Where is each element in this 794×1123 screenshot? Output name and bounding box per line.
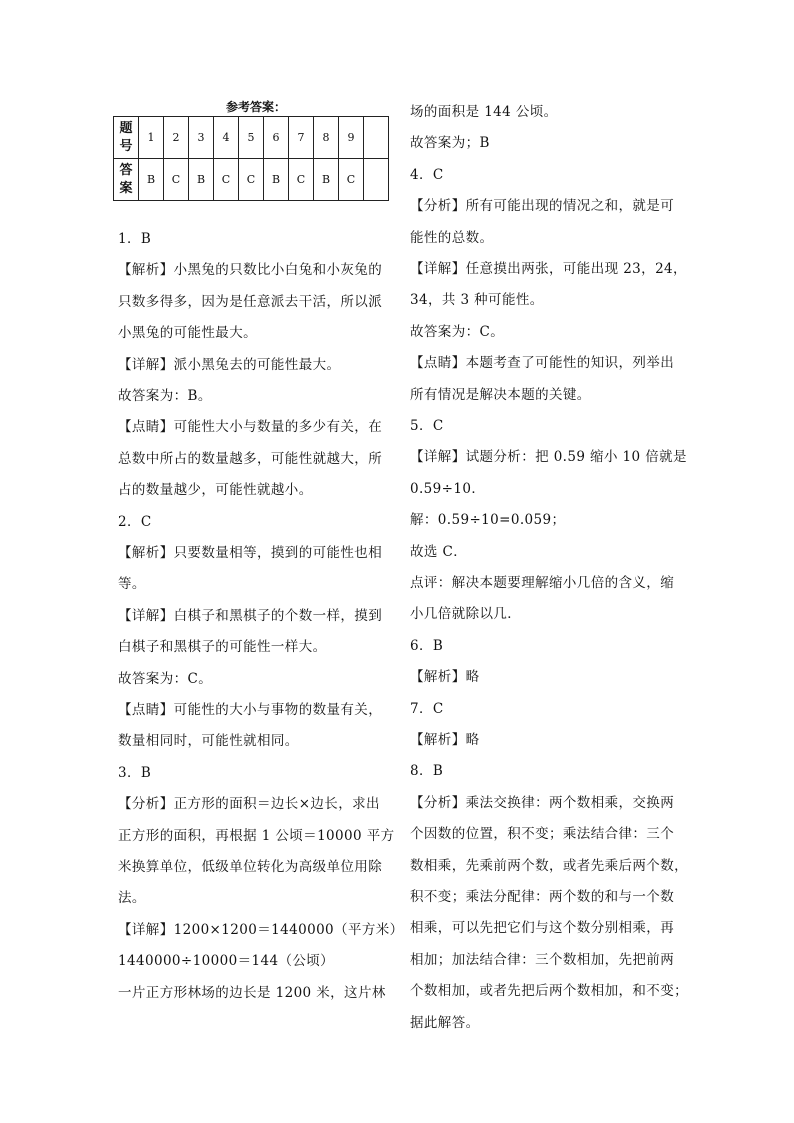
question-number-cell: 5 (239, 117, 264, 159)
text-line: 8．B (410, 763, 444, 780)
header-char: 答 (119, 162, 133, 178)
text-line: 个因数的位置，积不变；乘法结合律：三个 (410, 826, 675, 843)
text-line: 小几倍就除以几． (410, 606, 522, 623)
text-line: 6．B (410, 637, 444, 654)
answer-table-answer-row (114, 159, 389, 201)
answer-cell: C (339, 159, 364, 201)
answer-cell: C (239, 159, 264, 201)
question-number-cell: 1 (139, 117, 164, 159)
text-line: 【详解】1200×1200＝1440000（平方米） (118, 921, 404, 938)
answer-row-header (114, 159, 139, 201)
answer-table-number-row (114, 117, 389, 159)
text-line: 故答案为：C。 (118, 670, 213, 687)
text-line: 0.59÷10． (410, 480, 486, 497)
question-number-cell: 3 (189, 117, 214, 159)
text-line: 4．C (410, 166, 444, 183)
text-line: 数量相同时，可能性就相同。 (118, 733, 299, 750)
text-line: 解：0.59÷10=0.059； (410, 512, 566, 529)
text-line: 2．C (118, 513, 152, 530)
question-number-cell: 2 (164, 117, 189, 159)
text-line: 【分析】正方形的面积＝边长×边长，求出 (118, 796, 380, 813)
text-line: 【解析】略 (410, 669, 480, 686)
answer-cell: C (214, 159, 239, 201)
text-line: 等。 (118, 576, 146, 593)
text-line: 1．B (118, 231, 152, 247)
text-line: 点评：解决本题要理解缩小几倍的含义，缩 (410, 575, 675, 591)
text-line: 故答案为；B (410, 135, 490, 152)
text-line: 【详解】白棋子和黑棋子的个数一样，摸到 (118, 607, 383, 624)
text-line: 小黑兔的可能性最大。 (118, 325, 257, 342)
question-number-cell: 6 (264, 117, 289, 159)
text-line: 34，共 3 种可能性。 (410, 292, 544, 309)
answer-cell: B (264, 159, 289, 201)
answer-key-title: 参考答案： (225, 100, 286, 114)
text-line: 【解析】小黑兔的只数比小白兔和小灰兔的 (118, 262, 383, 279)
question-number-cell: 4 (214, 117, 239, 159)
text-line: 【点睛】本题考查了可能性的知识，列举出 (410, 355, 675, 372)
text-line: 只数多得多，因为是任意派去干活，所以派 (118, 293, 383, 310)
text-line: 白棋子和黑棋子的可能性一样大。 (118, 639, 327, 656)
text-line: 【详解】任意摸出两张，可能出现 23，24， (410, 261, 687, 277)
text-line: 7．C (410, 700, 444, 717)
text-line: 数相乘，先乘前两个数，或者先乘后两个数， (410, 857, 688, 874)
text-line: 故选 C． (410, 543, 468, 560)
text-line: 【分析】乘法交换律：两个数相乘，交换两 (410, 794, 675, 811)
text-line: 【点睛】可能性大小与数量的多少有关，在 (118, 419, 383, 436)
text-line: 积不变；乘法分配律：两个数的和与一个数 (410, 889, 675, 905)
question-number-cell: 7 (289, 117, 314, 159)
text-line: 1440000÷10000＝144（公顷） (118, 953, 335, 970)
text-line: 能性的总数。 (410, 229, 494, 246)
text-line: 【详解】试题分析：把 0.59 缩小 10 倍就是 (410, 449, 687, 466)
text-line: 【详解】派小黑兔去的可能性最大。 (118, 356, 341, 373)
text-line: 相乘，可以先把它们与这个数分别相乘，再 (410, 920, 675, 937)
answer-cell: B (189, 159, 214, 201)
answer-cell (364, 159, 389, 201)
text-line: 个数相加，或者先把后两个数相加，和不变； (410, 983, 688, 1000)
answer-cell: C (164, 159, 189, 201)
answer-cell: B (139, 159, 164, 201)
text-line: 总数中所占的数量越多，可能性就越大，所 (118, 450, 383, 467)
text-line: 米换算单位，低级单位转化为高级单位用除 (118, 859, 383, 875)
answer-cell: C (289, 159, 314, 201)
text-line: 【解析】只要数量相等，摸到的可能性也相 (118, 545, 383, 561)
text-line: 一片正方形林场的边长是 1200 米，这片林 (118, 984, 386, 1001)
text-line: 5．C (410, 418, 444, 434)
text-line: 【解析】略 (410, 732, 480, 748)
text-line: 占的数量越少，可能性就越小。 (118, 482, 313, 499)
header-char: 号 (119, 138, 133, 154)
number-row-header (114, 117, 139, 159)
answer-table (113, 116, 389, 201)
question-number-cell (364, 117, 389, 159)
text-line: 所有情况是解决本题的关键。 (410, 386, 591, 403)
answer-cell: B (314, 159, 339, 201)
text-line: 【点睛】可能性的大小与事物的数量有关， (118, 702, 383, 718)
question-number-cell: 8 (314, 117, 339, 159)
question-number-cell: 9 (339, 117, 364, 159)
header-char: 案 (119, 180, 133, 196)
text-line: 据此解答。 (410, 1014, 480, 1031)
text-line: 故答案为：C。 (410, 323, 505, 340)
text-line: 相加；加法结合律：三个数相加，先把前两 (410, 951, 675, 968)
text-line: 故答案为：B。 (118, 388, 212, 404)
text-line: 正方形的面积，再根据 1 公顷＝10000 平方 (118, 827, 395, 844)
text-line: 场的面积是 144 公顷。 (410, 104, 558, 120)
header-char: 题 (119, 120, 133, 136)
text-line: 3．B (118, 764, 152, 781)
text-line: 法。 (118, 890, 146, 907)
text-line: 【分析】所有可能出现的情况之和，就是可 (410, 198, 675, 215)
